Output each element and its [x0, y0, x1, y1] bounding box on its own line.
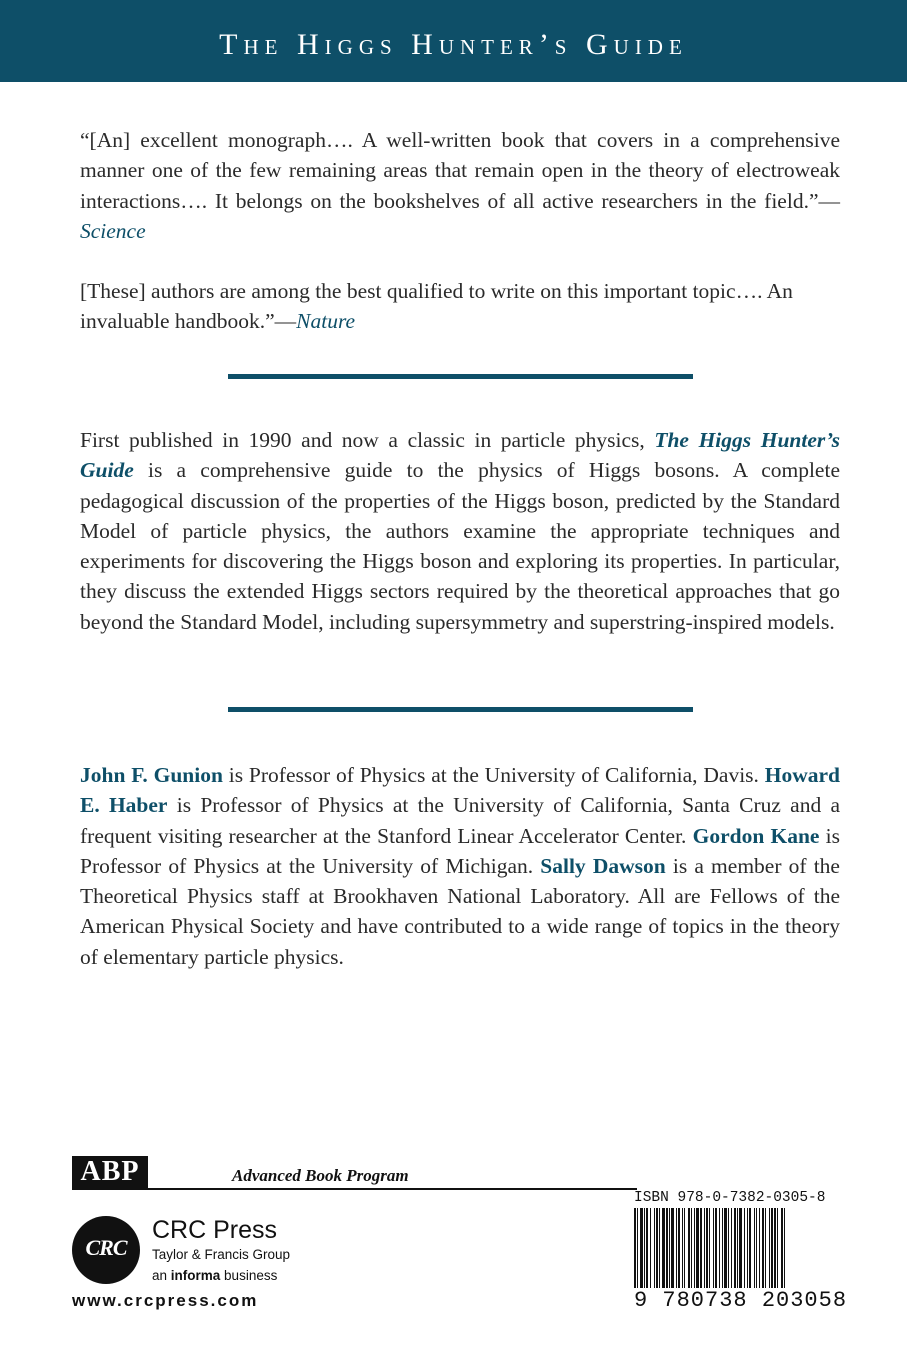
barcode-bar [756, 1208, 757, 1288]
abp-logo: ABP [72, 1156, 148, 1188]
barcode-bar [709, 1208, 710, 1288]
barcode-bar [784, 1208, 785, 1288]
description-body: is a comprehensive guide to the physics of Higgs bosons. A complete pedagogical discussion of the properties of the Higgs boson, predicted by the Standard Model of particle physics, the authors examine the appropriate techniques and experiments for discovering the Higgs boson and exploring its properties. In particular, they discuss the extended Higgs sectors required by the theoretical approaches that go beyond the Standard Model, including supersymmetry and superstring-inspired models. [80, 458, 840, 634]
crc-logo [72, 1216, 140, 1284]
barcode-bar [662, 1208, 665, 1288]
barcode-bar [656, 1208, 658, 1288]
informa-brand: informa [170, 1268, 221, 1283]
barcode-bar [691, 1208, 692, 1288]
crc-logo-text: CRC [85, 1235, 127, 1260]
barcode-bar [715, 1208, 717, 1288]
description-book-title: The Higgs Hunter’s Guide [80, 428, 840, 483]
barcode-number: 9 780738 203058 [634, 1288, 848, 1313]
isbn-label: ISBN 978-0-7382-0305-8 [634, 1190, 826, 1206]
barcode-bar [744, 1208, 745, 1288]
divider-rule [228, 707, 693, 712]
review-quote-nature [80, 276, 840, 337]
barcode-bar [719, 1208, 720, 1288]
quote-text: “[An] excellent monograph…. A well-written book that covers in a comprehensive manner one of the few remaining areas that remain open in the theory of electroweak interactions…. It belongs on the bookshelves of all active researchers in the field.”— [80, 128, 840, 213]
description-intro: First published in 1990 and now a classic in particle physics, [80, 428, 655, 452]
quote-source: Nature [296, 309, 356, 334]
barcode-bar [728, 1208, 729, 1288]
barcode-icon [634, 1208, 839, 1290]
barcode-bar [637, 1208, 638, 1288]
barcode-bar [749, 1208, 751, 1288]
author-name: John F. Gunion [80, 763, 223, 787]
barcode-bar [747, 1208, 748, 1288]
barcode-bar [777, 1208, 778, 1288]
barcode-bar [734, 1208, 736, 1288]
author-bio-text: is Professor of Physics at the University of California, Santa Cruz and a frequent visiting researcher at the Stanford Linear Accelerator Center. [80, 793, 840, 848]
imprint-label: Advanced Book Program [232, 1166, 409, 1185]
author-bio-text: is Professor of Physics at the University of Michigan. [80, 823, 840, 878]
publisher-url: www.crcpress.com [72, 1291, 259, 1310]
barcode-bar [722, 1208, 723, 1288]
barcode-bar [646, 1208, 648, 1288]
author-name: Howard E. Haber [80, 763, 840, 818]
barcode-bar [781, 1208, 783, 1288]
author-name: Gordon Kane [692, 823, 820, 848]
barcode-bar [676, 1208, 677, 1288]
barcode-bar [754, 1208, 755, 1288]
barcode-bar [694, 1208, 695, 1288]
barcode-bar [634, 1208, 636, 1288]
barcode-bar [688, 1208, 690, 1288]
barcode-bar [706, 1208, 708, 1288]
barcode-bar [644, 1208, 645, 1288]
review-quote-science [80, 125, 840, 246]
barcode-bar [765, 1208, 766, 1288]
publisher-name: CRC Press [152, 1216, 278, 1244]
barcode-bar [759, 1208, 760, 1288]
barcode-bar [650, 1208, 651, 1288]
barcode-bar [713, 1208, 714, 1288]
barcode-bar [678, 1208, 680, 1288]
barcode-bar [771, 1208, 773, 1288]
quote-source: Science [80, 218, 146, 243]
author-bio-text: is Professor of Physics at the University of California, Davis. [222, 763, 765, 787]
book-description [80, 425, 840, 637]
barcode-bar [724, 1208, 727, 1288]
barcode-bar [769, 1208, 770, 1288]
barcode-bar [704, 1208, 705, 1288]
book-title-header: The Higgs Hunter’s Guide [219, 28, 688, 61]
author-bio-text: is a member of the Theoretical Physics staff at Brookhaven National Laboratory. All are Fellows of the American Physical Society and have contributed to a wide range of topics in the theory of elementary particle physics. [80, 853, 840, 969]
author-bios [80, 760, 840, 972]
barcode-bar [669, 1208, 670, 1288]
divider-rule [228, 374, 693, 379]
barcode-bar [640, 1208, 643, 1288]
barcode-bar [737, 1208, 738, 1288]
barcode-bar [762, 1208, 764, 1288]
publisher-group: Taylor & Francis Group [152, 1247, 291, 1262]
barcode-bar [739, 1208, 742, 1288]
barcode-bar [659, 1208, 660, 1288]
barcode-bar [774, 1208, 776, 1288]
barcode-bar [666, 1208, 668, 1288]
barcode-bar [671, 1208, 674, 1288]
barcode-bar [654, 1208, 655, 1288]
barcode-bar [682, 1208, 683, 1288]
barcode-bar [700, 1208, 702, 1288]
publisher-business: an informa business [152, 1268, 278, 1283]
barcode-bar [696, 1208, 699, 1288]
barcode-bar [684, 1208, 685, 1288]
header-banner [0, 0, 907, 82]
barcode-bar [731, 1208, 732, 1288]
imprint-rule [72, 1188, 637, 1190]
quote-text: [These] authors are among the best qualified to write on this important topic…. An invaluable handbook.”— [80, 279, 793, 334]
author-name: Sally Dawson [540, 853, 666, 878]
